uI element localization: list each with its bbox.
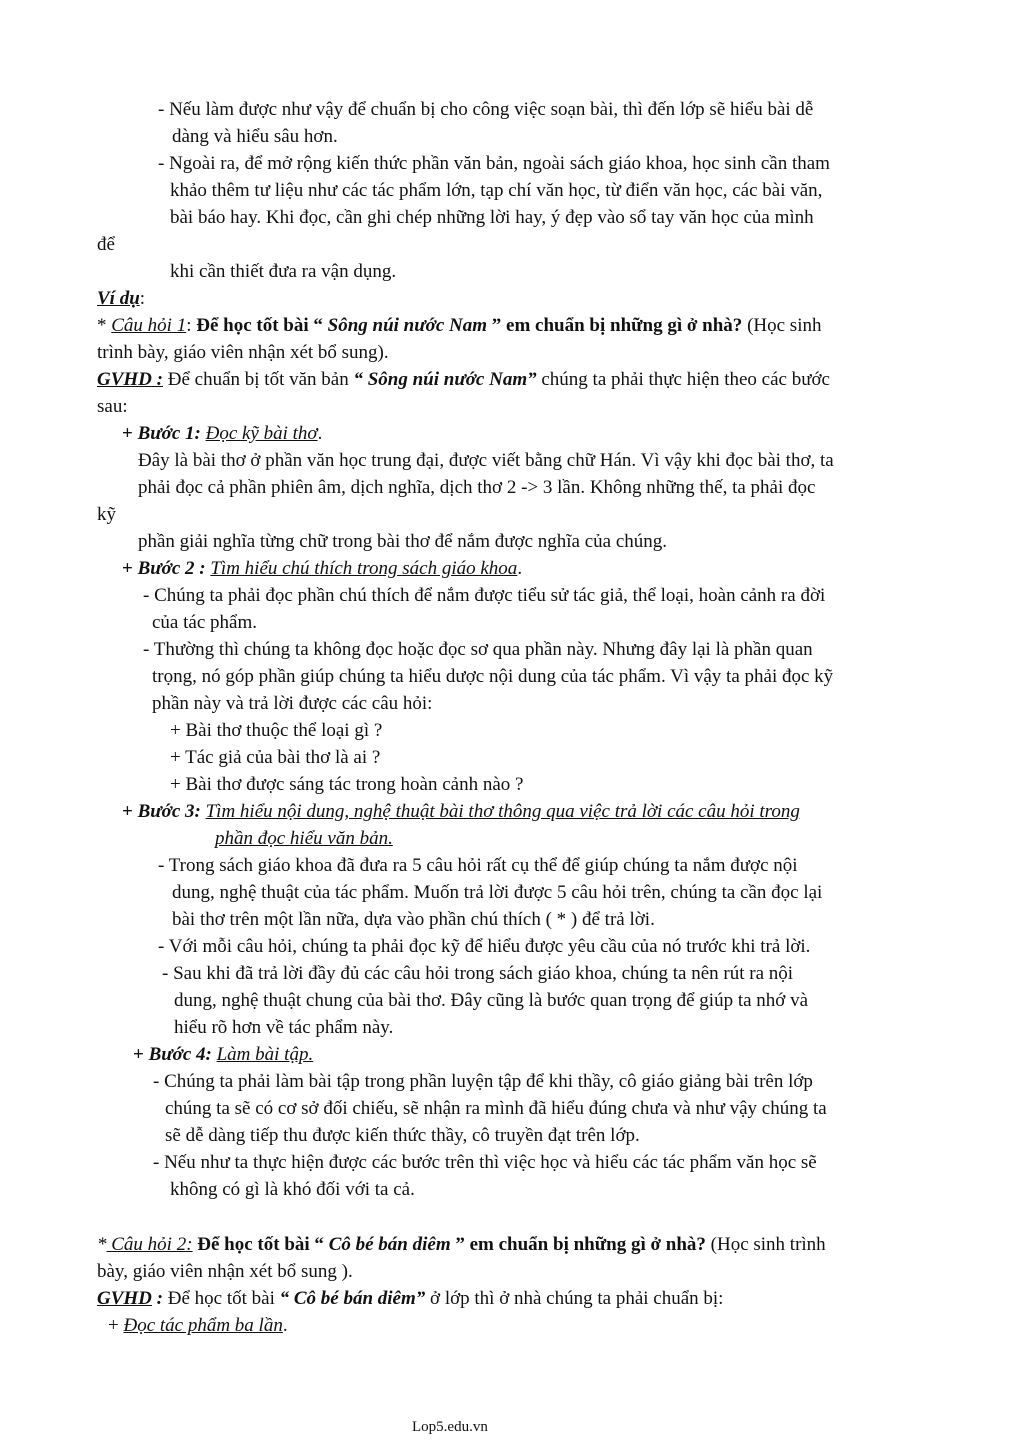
text-segment: bày, giáo viên nhận xét bổ sung ). [97, 1261, 353, 1282]
text-segment: : [151, 1288, 163, 1309]
text-line [172, 908, 655, 932]
text-segment: Bước 3: [137, 801, 201, 822]
text-segment: khi cần thiết đưa ra vận dụng. [170, 261, 397, 282]
text-segment: Để chuẩn bị tốt văn bản [162, 369, 354, 390]
text-segment: - Chúng ta phải đọc phần chú thích để nắm được tiểu sử tác giả, thể loại, hoàn cảnh ra đời [143, 585, 826, 606]
text-line [138, 476, 815, 500]
text-line [174, 989, 808, 1013]
text-segment: phải đọc cả phần phiên âm, dịch nghĩa, dịch thơ 2 -> 3 lần. Không những thế, ta phải đọc [138, 477, 816, 498]
text-segment: khảo thêm tư liệu như các tác phẩm lớn, tạp chí văn học, từ điển văn học, các bài văn, [170, 180, 823, 201]
text-segment: (Học sinh trình [705, 1234, 826, 1255]
text-segment: - Nếu như ta thực hiện được các bước trên thì việc học và hiểu các tác phẩm văn học sẽ [153, 1152, 817, 1173]
text-line [170, 719, 382, 743]
text-line [174, 1016, 393, 1040]
text-line [158, 152, 830, 176]
text-line [153, 1070, 813, 1094]
text-segment: + [122, 558, 138, 579]
text-segment: dung, nghệ thuật chung của bài thơ. Đây cũng là bước quan trọng để giúp ta nhớ và [174, 990, 809, 1011]
text-segment: của tác phẩm. [152, 612, 257, 633]
text-segment: ” em chuẩn bị những gì ở nhà? [450, 1234, 706, 1255]
text-segment: - Thường thì chúng ta không đọc hoặc đọc sơ qua phần này. Nhưng đây lại là phần quan [143, 639, 813, 660]
text-segment: . [282, 1315, 288, 1336]
text-segment: kỹ [97, 504, 116, 525]
text-segment: GVHD : [97, 369, 163, 390]
text-segment: phần này và trả lời được các câu hỏi: [152, 693, 433, 714]
text-line [97, 1287, 723, 1311]
text-segment: Để học tốt bài [162, 1288, 280, 1309]
text-segment: - Chúng ta phải làm bài tập trong phần luyện tập để khi thầy, cô giáo giảng bài trên lớp [153, 1071, 813, 1092]
text-line [133, 1043, 313, 1067]
text-segment: + [133, 1044, 149, 1065]
text-segment: + Bài thơ thuộc thể loại gì ? [170, 720, 383, 741]
text-segment: sẽ dễ dàng tiếp thu được kiến thức thầy, cô truyền đạt trên lớp. [165, 1125, 640, 1146]
text-segment: - Trong sách giáo khoa đã đưa ra 5 câu hỏi rất cụ thể để giúp chúng ta nắm được nội [158, 855, 798, 876]
text-segment: Đọc tác phẩm ba lần [123, 1315, 283, 1336]
text-segment: Để học tốt bài “ [196, 315, 328, 336]
text-segment: phần đọc hiểu văn bản. [215, 828, 393, 849]
text-segment: Bước 4: [148, 1044, 212, 1065]
text-segment: chúng ta sẽ có cơ sở đối chiếu, sẽ nhận ra mình đã hiểu đúng chưa và như vậy chúng ta [165, 1098, 827, 1119]
text-segment: ” em chuẩn bị những gì ở nhà? [487, 315, 743, 336]
text-segment: - Nếu làm được như vậy để chuẩn bị cho công việc soạn bài, thì đến lớp sẽ hiểu bài dễ [158, 99, 814, 120]
text-line [172, 125, 338, 149]
text-segment: : [139, 288, 146, 309]
text-segment: sau: [97, 396, 128, 417]
text-segment: + [122, 801, 138, 822]
text-line [97, 1233, 826, 1257]
text-segment: hiểu rõ hơn về tác phẩm này. [174, 1017, 394, 1038]
page-footer: Lop5.edu.vn [412, 1419, 488, 1435]
text-segment: Sông núi nước Nam [327, 315, 488, 336]
text-segment: Bước 2 : [137, 558, 206, 579]
text-segment: không có gì là khó đối với ta cả. [170, 1179, 415, 1200]
text-line [122, 800, 800, 824]
text-segment: . [317, 423, 323, 444]
text-segment: Làm bài tập. [216, 1044, 314, 1065]
text-segment: dung, nghệ thuật của tác phẩm. Muốn trả lời được 5 câu hỏi trên, chúng ta cần đọc lại [172, 882, 823, 903]
text-line [97, 233, 115, 257]
text-line [170, 260, 396, 284]
text-segment: - Ngoài ra, để mở rộng kiến thức phần văn bản, ngoài sách giáo khoa, học sinh cần tham [158, 153, 830, 174]
text-line [170, 1178, 415, 1202]
text-line [215, 827, 393, 851]
text-line [97, 503, 116, 527]
text-segment: GVHD [97, 1288, 152, 1309]
text-line [162, 962, 793, 986]
text-segment: “ Sông núi nước Nam” [353, 369, 537, 390]
text-segment: : [186, 315, 197, 336]
text-line [170, 206, 814, 230]
text-line [165, 1097, 827, 1121]
text-line [143, 638, 813, 662]
text-line [158, 854, 798, 878]
text-segment: “ Cô bé bán diêm” [279, 1288, 426, 1309]
text-segment: (Học sinh [742, 315, 822, 336]
text-segment: Tìm hiểu nội dung, nghệ thuật bài thơ thông qua việc trả lời các câu hỏi trong [205, 801, 800, 822]
text-segment: * [97, 1234, 107, 1255]
text-line [97, 395, 128, 419]
text-segment: + [122, 423, 138, 444]
text-segment: * [97, 315, 112, 336]
text-line [152, 692, 432, 716]
text-segment: dàng và hiểu sâu hơn. [172, 126, 338, 147]
text-segment: Câu hỏi 2: [106, 1234, 193, 1255]
text-line [97, 314, 821, 338]
text-segment: chúng ta phải thực hiện theo các bước [536, 369, 830, 390]
text-line [170, 179, 822, 203]
text-line [165, 1124, 640, 1148]
text-segment: - Sau khi đã trả lời đầy đủ các câu hỏi trong sách giáo khoa, chúng ta nên rút ra nội [162, 963, 794, 984]
text-segment: Đọc kỹ bài thơ [205, 423, 318, 444]
text-segment: Cô bé bán diêm [328, 1234, 451, 1255]
text-segment: Đây là bài thơ ở phần văn học trung đại, được viết bằng chữ Hán. Vì vậy khi đọc bài thơ, ta [138, 450, 834, 471]
text-segment: . [517, 558, 523, 579]
text-segment: + Bài thơ được sáng tác trong hoàn cảnh nào ? [170, 774, 524, 795]
text-line [97, 287, 145, 311]
text-line [97, 341, 389, 365]
text-line [158, 935, 810, 959]
text-segment: trọng, nó góp phần giúp chúng ta hiểu dược nội dung của tác phẩm. Vì vậy ta phải đọc kỹ [152, 666, 834, 687]
text-line [138, 530, 667, 554]
text-line [152, 611, 257, 635]
text-segment: trình bày, giáo viên nhận xét bổ sung). [97, 342, 389, 363]
text-line [108, 1314, 288, 1338]
text-segment: phần giải nghĩa từng chữ trong bài thơ để nắm được nghĩa của chúng. [138, 531, 668, 552]
text-line [97, 368, 830, 392]
text-segment: bài thơ trên một lần nữa, dựa vào phần chú thích ( * ) để trả lời. [172, 909, 655, 930]
text-line [158, 98, 813, 122]
text-line [138, 449, 834, 473]
text-segment: ở lớp thì ở nhà chúng ta phải chuẩn bị: [425, 1288, 724, 1309]
text-segment: - Với mỗi câu hỏi, chúng ta phải đọc kỹ để hiểu được yêu cầu của nó trước khi trả lời. [158, 936, 811, 957]
text-line [122, 422, 322, 446]
text-segment: Để học tốt bài “ [197, 1234, 329, 1255]
text-segment: Câu hỏi 1 [111, 315, 187, 336]
text-line [152, 665, 833, 689]
text-segment: để [97, 234, 115, 255]
text-segment: + Tác giả của bài thơ là ai ? [170, 747, 381, 768]
text-segment: + [108, 1315, 124, 1336]
text-line [170, 773, 523, 797]
text-line [170, 746, 380, 770]
text-line [97, 1260, 353, 1284]
text-line [172, 881, 822, 905]
text-line [143, 584, 825, 608]
text-segment: Tìm hiểu chú thích trong sách giáo khoa [210, 558, 518, 579]
text-segment: bài báo hay. Khi đọc, cần ghi chép những lời hay, ý đẹp vào sổ tay văn học của mình [170, 207, 814, 228]
text-line [122, 557, 522, 581]
text-segment: Bước 1: [137, 423, 201, 444]
text-line [153, 1151, 817, 1175]
text-segment: Ví dụ [97, 288, 140, 309]
